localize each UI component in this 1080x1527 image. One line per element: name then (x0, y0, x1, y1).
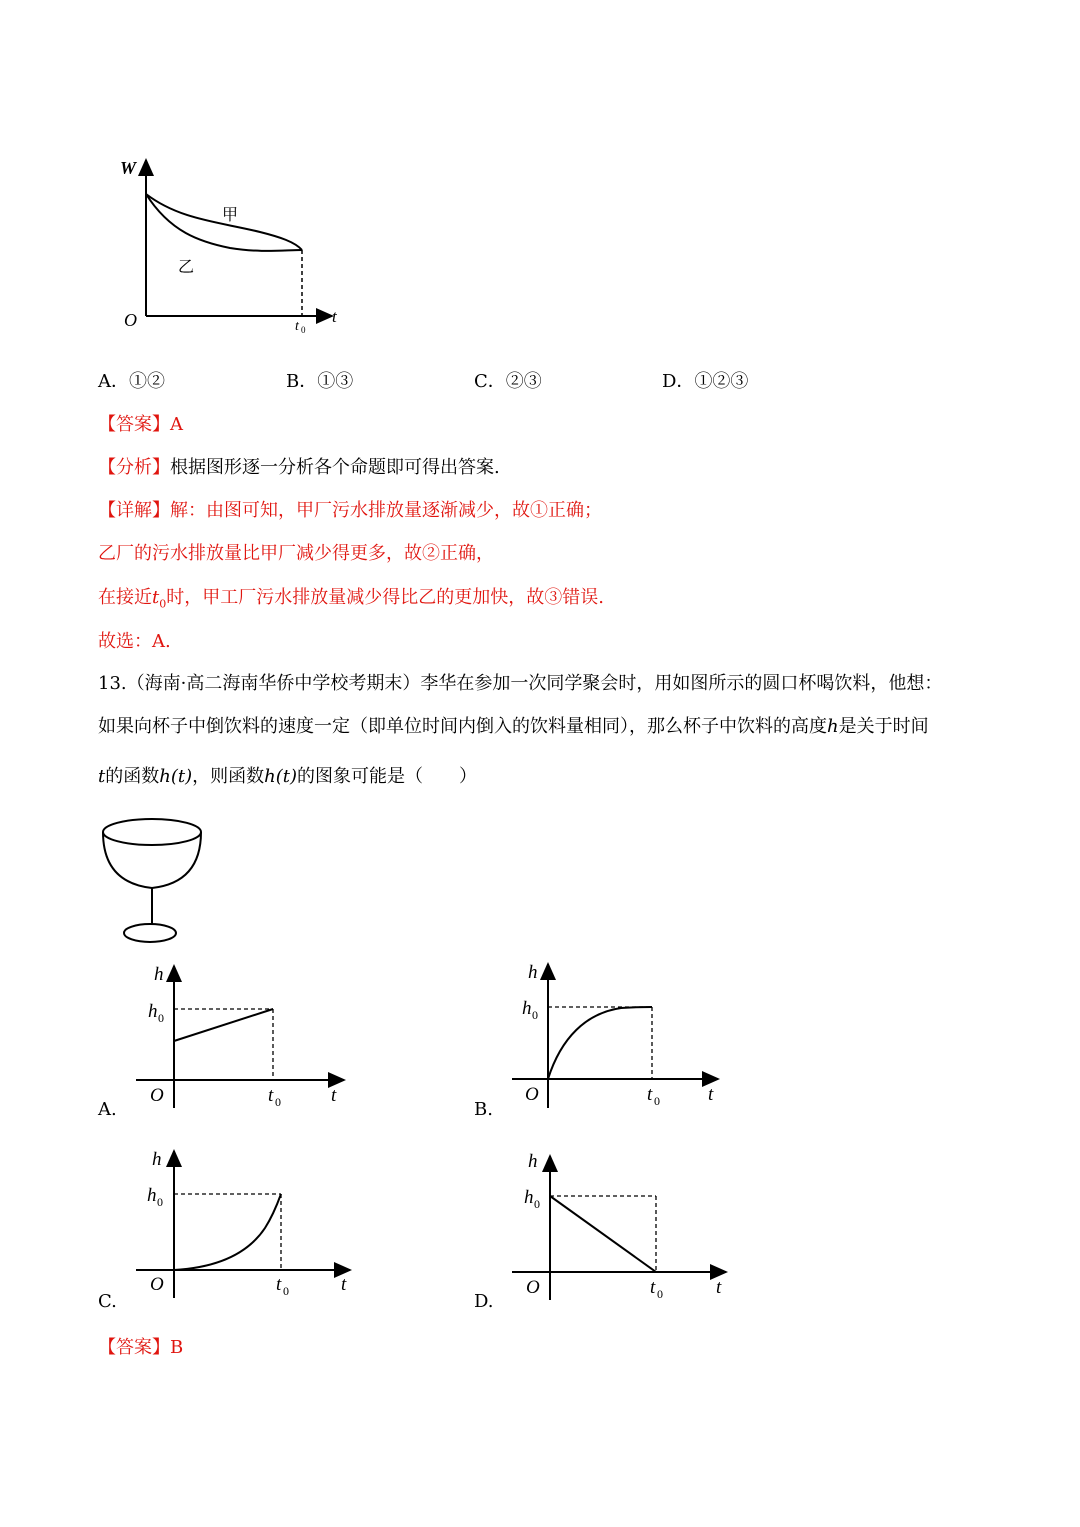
origin-label: O (124, 310, 137, 330)
cup-figure (96, 812, 208, 948)
y-axis-label: W (120, 158, 137, 178)
graph-d-origin: O (526, 1277, 540, 1298)
q13-stem-2: 如果向杯子中倒饮料的速度一定（即单位时间内倒入的饮料量相同），那么杯子中饮料的高度h是关于时间 (98, 716, 929, 737)
q12-option-c[interactable]: C．②③ (474, 371, 542, 392)
graph-c-curve (174, 1194, 281, 1270)
graph-b (506, 958, 726, 1118)
graph-b-origin: O (525, 1084, 539, 1105)
graph-a-h-label: h (154, 964, 164, 985)
graph-c-option-label[interactable]: C. (98, 1291, 117, 1312)
graph-d-t0-sub: 0 (657, 1287, 663, 1301)
curve-yi-label: 乙 (178, 259, 195, 276)
graph-d (506, 1148, 731, 1308)
graph-c-t0-sub: 0 (283, 1284, 289, 1298)
graph-b-t-label: t (708, 1084, 714, 1105)
q12-choose: 故选：A. (98, 631, 171, 652)
graph-a-t-label: t (331, 1085, 337, 1106)
q12-detail-3: 在接近$t_0$时，甲工厂污水排放量减少得比乙的更加快，故③错误. (98, 587, 604, 611)
graph-b-h-label: h (528, 962, 538, 983)
q12-analysis: 【分析】根据图形逐一分析各个命题即可得出答案. (98, 457, 500, 478)
graph-b-curve (548, 1007, 652, 1079)
graph-d-h-label: h (528, 1151, 538, 1172)
q13-answer: 【答案】B (98, 1337, 184, 1358)
graph-b-h0-label: h (522, 998, 532, 1019)
graph-a-h0-sub: 0 (158, 1011, 164, 1025)
graph-b-t0-sub: 0 (654, 1094, 660, 1108)
q12-option-a[interactable]: A．①② (98, 371, 165, 392)
graph-d-t-label: t (716, 1277, 722, 1298)
graph-c (130, 1143, 355, 1303)
graph-a-origin: O (150, 1085, 164, 1106)
graph-d-h0-label: h (524, 1187, 534, 1208)
graph-a-option-label[interactable]: A. (98, 1099, 117, 1120)
graph-c-h-label: h (152, 1149, 162, 1170)
graph-a (130, 958, 350, 1118)
graph-c-h0-sub: 0 (157, 1195, 163, 1209)
q12-detail-2: 乙厂的污水排放量比甲厂减少得更多，故②正确， (98, 543, 494, 564)
t0-sub: 0 (301, 325, 306, 335)
graph-b-option-label[interactable]: B. (474, 1099, 493, 1120)
cup-rim (103, 819, 201, 845)
cup-base (124, 924, 176, 942)
q12-option-d[interactable]: D．①②③ (662, 371, 749, 392)
graph-b-h0-sub: 0 (532, 1008, 538, 1022)
graph-c-origin: O (150, 1274, 164, 1295)
graph-a-t0-sub: 0 (275, 1095, 281, 1109)
graph-d-curve (550, 1196, 656, 1272)
w-t-figure (110, 150, 350, 340)
graph-c-h0-label: h (147, 1185, 157, 1206)
q13-stem-3: t的函数h(t)，则函数h(t)的图象可能是（ ） (98, 766, 477, 787)
graph-a-t0-label: t (268, 1085, 274, 1106)
curve-jia-label: 甲 (222, 207, 239, 224)
q13-stem-1: 13.（海南·高二海南华侨中学校考期末）李华在参加一次同学聚会时，用如图所示的圆口杯喝饮料，他想： (98, 673, 943, 694)
q12-answer: 【答案】A (98, 414, 183, 435)
x-axis-label: t (332, 307, 337, 326)
graph-b-t0-label: t (647, 1084, 653, 1105)
graph-a-curve (174, 1009, 273, 1041)
graph-c-t-label: t (341, 1274, 347, 1295)
graph-d-t0-label: t (650, 1277, 656, 1298)
graph-d-h0-sub: 0 (534, 1197, 540, 1211)
graph-a-h0-label: h (148, 1001, 158, 1022)
graph-d-option-label[interactable]: D. (474, 1291, 494, 1312)
graph-c-t0-label: t (276, 1274, 282, 1295)
t0-label: t (295, 319, 299, 334)
q12-option-b[interactable]: B．①③ (286, 371, 354, 392)
q12-detail-1: 【详解】解：由图可知，甲厂污水排放量逐渐减少，故①正确； (98, 500, 602, 521)
